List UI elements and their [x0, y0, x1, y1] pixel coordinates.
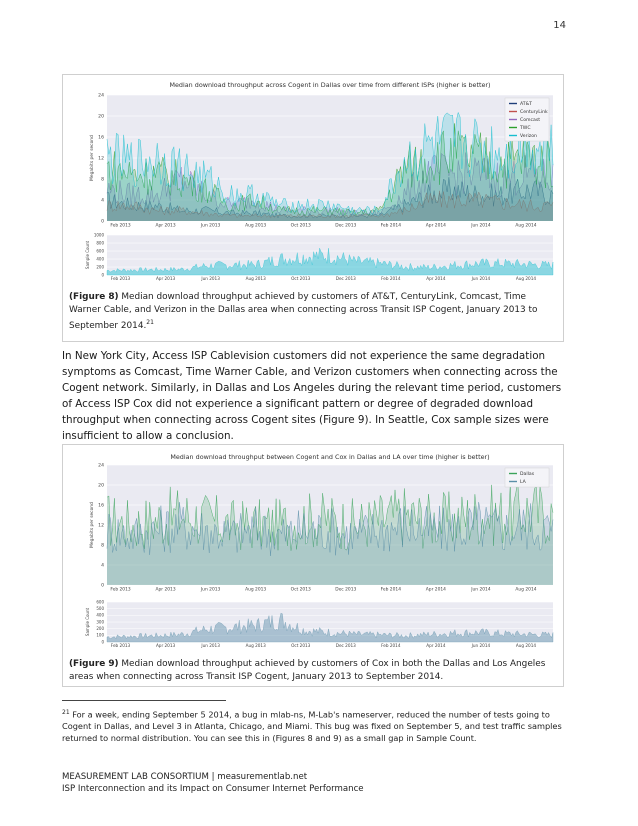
sample-y-tick-label: 400: [96, 612, 104, 618]
y-tick-label: 0: [101, 219, 104, 225]
sample-x-tick-label: Apr 2014: [426, 643, 446, 648]
sample-y-tick-label: 400: [96, 256, 104, 262]
x-tick-label: Feb 2013: [110, 587, 131, 593]
sample-x-tick-label: Feb 2013: [110, 276, 131, 281]
chart-title: Median download throughput between Cogent and Cox in Dallas and LA over time (higher is better): [170, 453, 490, 461]
y-axis-label: Megabits per second: [90, 502, 95, 548]
x-tick-label: Jun 2014: [471, 587, 491, 593]
legend-label: LA: [520, 480, 526, 486]
x-tick-label: Aug 2013: [245, 223, 267, 229]
figure-9: [62, 444, 564, 687]
x-tick-label: Dec 2013: [335, 223, 357, 229]
sample-x-tick-label: Aug 2013: [245, 276, 266, 281]
figure-9-caption: [69, 658, 559, 684]
x-tick-label: Apr 2014: [425, 223, 446, 229]
sample-x-tick-label: Oct 2013: [291, 643, 311, 648]
legend-label: Dallas: [520, 472, 535, 478]
x-tick-label: Apr 2013: [155, 587, 176, 593]
footer-line-2: ISP Interconnection and its Impact on Consumer Internet Performance: [62, 784, 364, 795]
body-paragraph: In New York City, Access ISP Cablevision customers did not experience the same degradation symptoms as Comcast, Time Warner Cable, and Verizon customers when connecting across the Cogent network. Similarly, in Dallas and Los Angeles during the relevant time period, customers of Access ISP Cox did not experience a significant pattern or degree of degraded download throughput when connecting across Cogent sites (Figure 9). In Seattle, Cox sample sizes were insufficient to allow a conclusion.: [62, 350, 562, 442]
sample-x-tick-label: Jun 2014: [471, 643, 491, 648]
x-tick-label: Apr 2014: [425, 587, 446, 593]
sample-y-tick-label: 0: [101, 272, 104, 278]
sample-y-tick-label: 200: [96, 626, 104, 632]
sample-x-tick-label: Aug 2014: [515, 643, 537, 648]
page-footer: [62, 771, 364, 795]
legend-box: [505, 468, 549, 487]
y-tick-label: 8: [101, 177, 104, 183]
x-tick-label: Dec 2013: [335, 587, 357, 593]
sample-x-tick-label: Jun 2013: [201, 643, 220, 648]
footnote-ref[interactable]: 21: [146, 318, 154, 326]
y-tick-label: 24: [98, 93, 104, 99]
x-tick-label: Jun 2014: [471, 223, 491, 229]
chart-title: Median download throughput across Cogent in Dallas over time from different ISPs (higher is better): [169, 81, 491, 89]
x-tick-label: Aug 2013: [245, 587, 267, 593]
y-tick-label: 12: [98, 523, 104, 529]
sample-y-axis-label: Sample Count: [85, 240, 90, 270]
sample-y-tick-label: 600: [96, 248, 104, 254]
sample-y-tick-label: 200: [96, 264, 104, 270]
sample-x-tick-label: Apr 2014: [426, 276, 446, 281]
sample-y-axis-label: Sample Count: [85, 607, 90, 637]
sample-x-tick-label: Jun 2014: [471, 276, 491, 281]
sample-x-tick-label: Feb 2013: [110, 643, 131, 648]
figure-9-caption-text: Median download throughput achieved by customers of Cox in both the Dallas and Los Angeles areas when connecting across Transit ISP Cogent, January 2013 to September 2014.: [69, 659, 546, 682]
y-tick-label: 12: [98, 156, 104, 162]
y-tick-label: 0: [101, 583, 104, 589]
x-tick-label: Apr 2013: [155, 223, 176, 229]
sample-y-tick-label: 800: [96, 240, 104, 246]
y-axis-label: Megabits per second: [90, 135, 95, 181]
chart-legend: [505, 468, 549, 487]
sample-y-tick-label: 600: [96, 599, 104, 605]
sample-x-tick-label: Aug 2014: [515, 276, 537, 281]
x-tick-label: Aug 2014: [515, 223, 537, 229]
sample-x-tick-label: Apr 2013: [155, 643, 176, 648]
y-tick-label: 4: [101, 198, 104, 204]
figure-9-caption-label: (Figure 9): [69, 659, 119, 669]
figure-8: [62, 74, 564, 342]
x-tick-label: Oct 2013: [290, 587, 311, 593]
x-tick-label: Oct 2013: [290, 223, 311, 229]
x-tick-label: Feb 2014: [380, 223, 401, 229]
sample-x-tick-label: Feb 2014: [381, 643, 401, 648]
x-tick-label: Jun 2013: [200, 223, 221, 229]
legend-label: TWC: [520, 126, 531, 132]
figure-9-chart: [63, 445, 563, 655]
legend-label: Comcast: [520, 118, 541, 124]
sample-x-tick-label: Oct 2013: [291, 276, 311, 281]
x-tick-label: Aug 2014: [515, 587, 537, 593]
sample-y-tick-label: 100: [96, 632, 104, 638]
sample-x-tick-label: Aug 2013: [245, 643, 266, 648]
footnote-text: For a week, ending September 5 2014, a bug in mlab-ns, M-Lab's nameserver, reduced the number of tests going to Cogent in Dallas, and Level 3 in Atlanta, Chicago, and Miami. This bug was fixed on September 5, and test traffic samples returned to normal distribution. You can see this in (Figures 8 and 9) as a small gap in Sample Count.: [62, 709, 562, 743]
legend-label: AT&T: [520, 102, 532, 108]
footer-line-1: MEASUREMENT LAB CONSORTIUM | measurementlab.net: [62, 772, 308, 782]
figure-8-chart: [63, 75, 563, 287]
y-tick-label: 8: [101, 543, 104, 549]
y-tick-label: 20: [98, 483, 104, 489]
footnote: [62, 707, 562, 744]
sample-y-tick-label: 1000: [93, 232, 104, 238]
chart-legend: [505, 98, 549, 141]
sample-y-tick-label: 0: [101, 639, 104, 645]
y-tick-label: 4: [101, 563, 104, 569]
y-tick-label: 16: [98, 135, 104, 141]
y-tick-label: 24: [98, 463, 104, 469]
sample-x-tick-label: Feb 2014: [381, 276, 401, 281]
x-tick-label: Jun 2013: [200, 587, 221, 593]
sample-y-tick-label: 500: [96, 606, 104, 612]
legend-label: Verizon: [520, 134, 537, 140]
figure-8-caption: [69, 291, 559, 332]
sample-x-tick-label: Apr 2013: [155, 276, 176, 281]
page-number: 14: [553, 20, 566, 31]
figure-8-caption-label: (Figure 8): [69, 292, 119, 302]
figure-8-caption-text: Median download throughput achieved by customers of AT&T, CenturyLink, Comcast, Time Warner Cable, and Verizon in the Dallas area when connecting across Transit ISP Cogent, January 2013 to September 2014.: [69, 292, 538, 331]
sample-x-tick-label: Dec 2013: [335, 276, 356, 281]
sample-x-tick-label: Jun 2013: [201, 276, 220, 281]
x-tick-label: Feb 2014: [380, 587, 401, 593]
x-tick-label: Feb 2013: [110, 223, 131, 229]
footnote-number: 21: [62, 709, 70, 716]
legend-label: CenturyLink: [520, 110, 548, 116]
y-tick-label: 16: [98, 503, 104, 509]
sample-x-tick-label: Dec 2013: [335, 643, 356, 648]
footnote-divider: [62, 700, 226, 701]
sample-y-tick-label: 300: [96, 619, 104, 625]
y-tick-label: 20: [98, 114, 104, 120]
